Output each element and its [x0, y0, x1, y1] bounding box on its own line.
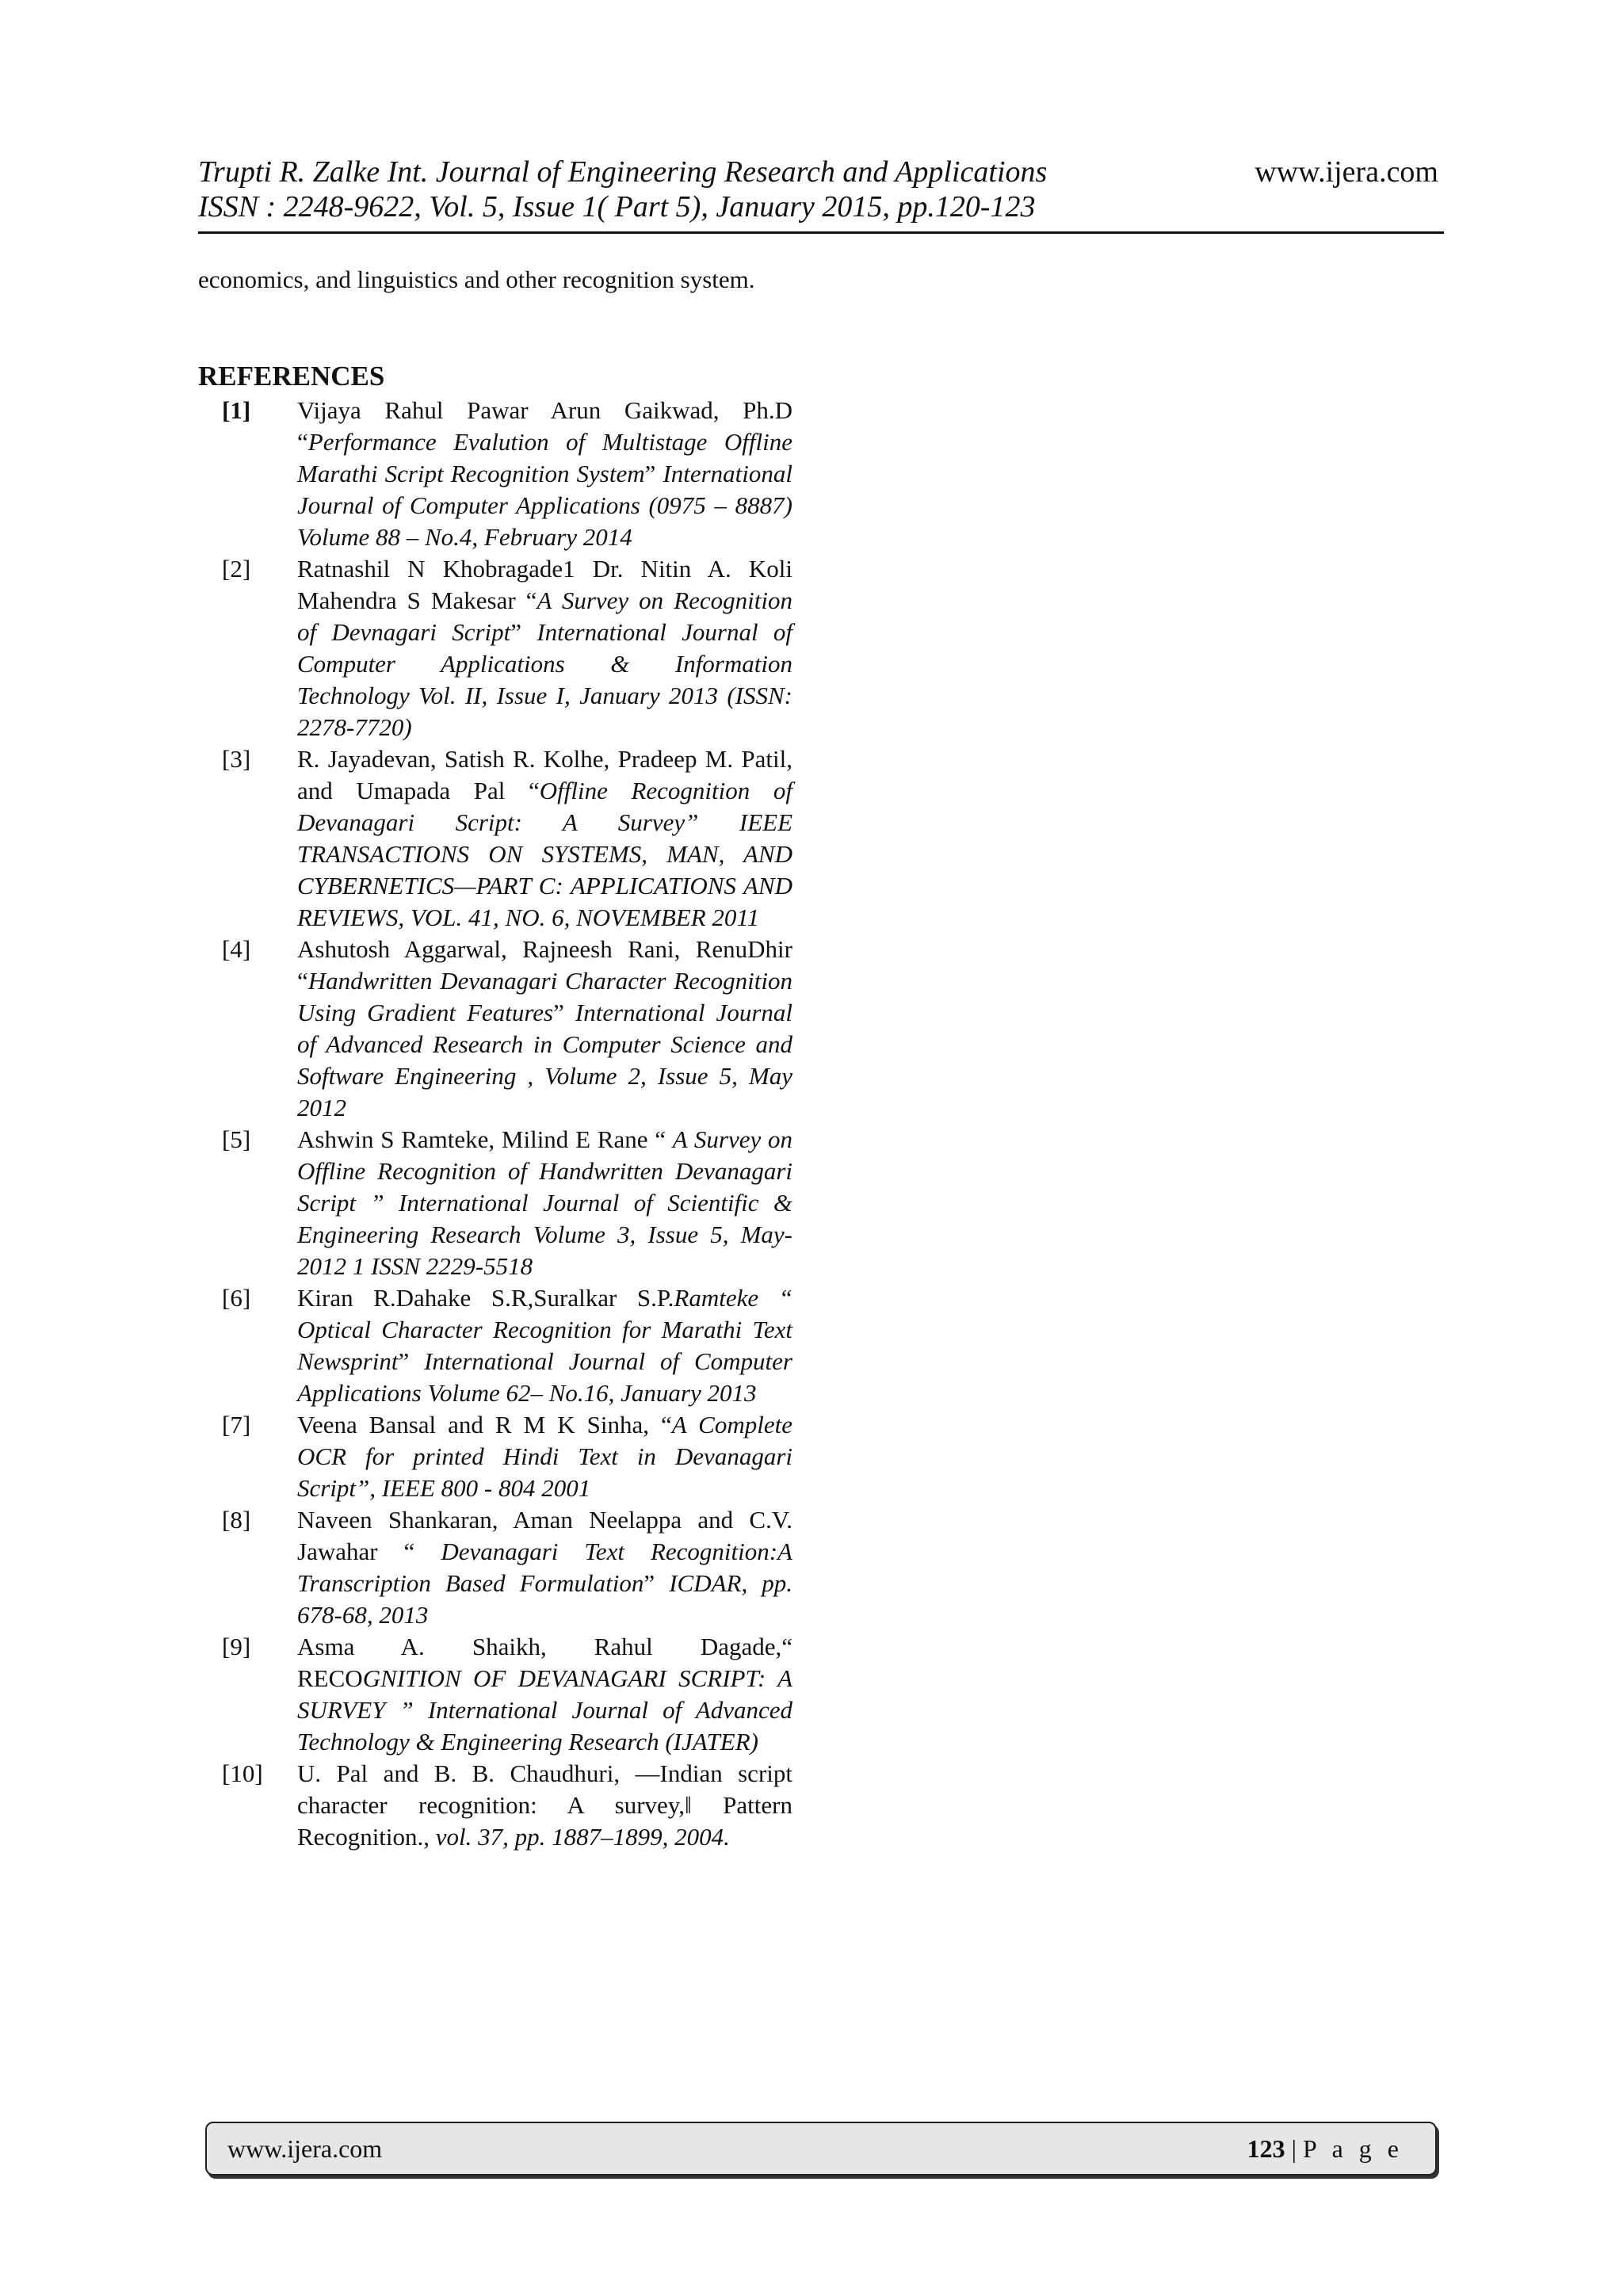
- reference-item-2: [198, 553, 792, 743]
- page-word: P a g e: [1302, 2134, 1403, 2163]
- reference-title: A Complete OCR for printed Hindi Text in Devanagari Script”, IEEE 800 - 804 2001: [297, 1411, 792, 1502]
- reference-title: Offline Recognition of Devanagari Script: A Survey” IEEE TRANSACTIONS ON SYSTEMS, MAN, AND CYBERNETICS—PART C: APPLICATIONS AND REVIEWS, VOL. 41, NO. 6, NOVEMBER 2011: [297, 777, 792, 931]
- reference-number: [10]: [222, 1759, 263, 1787]
- reference-item-9: [198, 1631, 792, 1758]
- reference-title: Performance Evalution of Multistage Offline Marathi Script Recognition System: [297, 428, 792, 487]
- footer-page-label: [1247, 2133, 1403, 2164]
- reference-number: [9]: [222, 1633, 251, 1660]
- reference-number: [1]: [222, 396, 251, 424]
- footer-website: www.ijera.com: [227, 2134, 383, 2163]
- running-header: [198, 155, 1438, 234]
- reference-item-6: [198, 1282, 792, 1409]
- reference-source: International Journal of Advanced Research in Computer Science and Software Engineering , Volume 2, Issue 5, May 2012: [297, 999, 792, 1121]
- reference-source: vol. 37, pp. 1887–1899, 2004.: [435, 1823, 730, 1851]
- page-footer: [205, 2122, 1437, 2176]
- reference-number: [3]: [222, 745, 251, 773]
- journal-citation: [198, 155, 1047, 224]
- journal-issn-line: ISSN : 2248-9622, Vol. 5, Issue 1( Part 5), January 2015, pp.120-123: [198, 190, 1036, 223]
- reference-authors: U. Pal and B. B. Chaudhuri, ―Indian script character recognition: A survey,‖ Pattern Recognition.,: [297, 1759, 792, 1851]
- reference-item-3: [198, 743, 792, 934]
- header-website: www.ijera.com: [1254, 155, 1438, 189]
- reference-authors: Ashwin S Ramteke, Milind E Rane “: [297, 1125, 673, 1153]
- header-divider: [198, 231, 1444, 234]
- reference-authors: Kiran R.Dahake S.R,Suralkar S.P.: [297, 1284, 674, 1312]
- reference-source: International Journal of Computer Applications Volume 62– No.16, January 2013: [297, 1347, 792, 1407]
- intro-paragraph: economics, and linguistics and other recognition system.: [198, 266, 755, 293]
- reference-number: [8]: [222, 1506, 251, 1534]
- reference-authors: Asma A. Shaikh, Rahul Dagade,“ RECO: [297, 1633, 792, 1692]
- reference-quote: ”: [510, 618, 537, 646]
- reference-source: International Journal of Computer Applications & Information Technology Vol. II, Issue I, January 2013 (ISSN: 2278-7720): [297, 618, 792, 741]
- footer-separator: |: [1285, 2134, 1303, 2163]
- reference-title: Handwritten Devanagari Character Recognition Using Gradient Features: [297, 967, 792, 1026]
- reference-number: [7]: [222, 1411, 251, 1438]
- reference-quote: ”: [643, 1569, 670, 1597]
- reference-item-7: [198, 1409, 792, 1504]
- reference-authors: Veena Bansal and R M K Sinha, “: [297, 1411, 672, 1438]
- reference-quote: ”: [644, 460, 663, 487]
- reference-title: Devanagari Text Recognition:A Transcription Based Formulation: [297, 1538, 792, 1597]
- references-heading: REFERENCES: [198, 361, 385, 392]
- reference-list: [198, 395, 792, 1853]
- reference-authors: Ashutosh Aggarwal, Rajneesh Rani, RenuDhir “: [297, 935, 792, 995]
- reference-item-4: [198, 934, 792, 1124]
- reference-authors: Ratnashil N Khobragade1 Dr. Nitin A. Koli Mahendra S Makesar “: [297, 555, 792, 614]
- reference-title: Ramteke “ Optical Character Recognition for Marathi Text Newsprint: [297, 1284, 792, 1375]
- reference-number: [6]: [222, 1284, 251, 1312]
- reference-item-1: [198, 395, 792, 553]
- reference-title: A Survey on Recognition of Devnagari Script: [297, 586, 792, 646]
- reference-source: International Journal of Computer Applications (0975 – 8887) Volume 88 – No.4, February 2014: [297, 460, 792, 551]
- reference-number: [4]: [222, 935, 251, 963]
- reference-authors: Vijaya Rahul Pawar Arun Gaikwad, Ph.D “: [297, 396, 792, 456]
- reference-quote: ”: [398, 1347, 425, 1375]
- page-number: 123: [1247, 2134, 1285, 2163]
- reference-title: A Survey on Offline Recognition of Handwritten Devanagari Script ” International Journal of Scientific & Engineering Research Volume 3, Issue 5, May-2012 1 ISSN 2229-5518: [297, 1125, 793, 1280]
- reference-authors: R. Jayadevan, Satish R. Kolhe, Pradeep M. Patil, and Umapada Pal “: [297, 745, 792, 804]
- reference-quote: ”: [553, 999, 575, 1026]
- reference-number: [2]: [222, 555, 251, 583]
- reference-authors: Naveen Shankaran, Aman Neelappa and C.V. Jawahar “: [297, 1506, 792, 1565]
- reference-item-8: [198, 1504, 792, 1631]
- reference-number: [5]: [222, 1125, 251, 1153]
- reference-item-5: [198, 1124, 792, 1282]
- journal-title-line: Trupti R. Zalke Int. Journal of Engineering Research and Applications: [198, 155, 1048, 189]
- reference-title: GNITION OF DEVANAGARI SCRIPT: A SURVEY ” International Journal of Advanced Technology & Engineering Research (IJATER): [297, 1664, 792, 1755]
- reference-item-10: [198, 1758, 792, 1853]
- reference-source: ICDAR, pp. 678-68, 2013: [297, 1569, 793, 1629]
